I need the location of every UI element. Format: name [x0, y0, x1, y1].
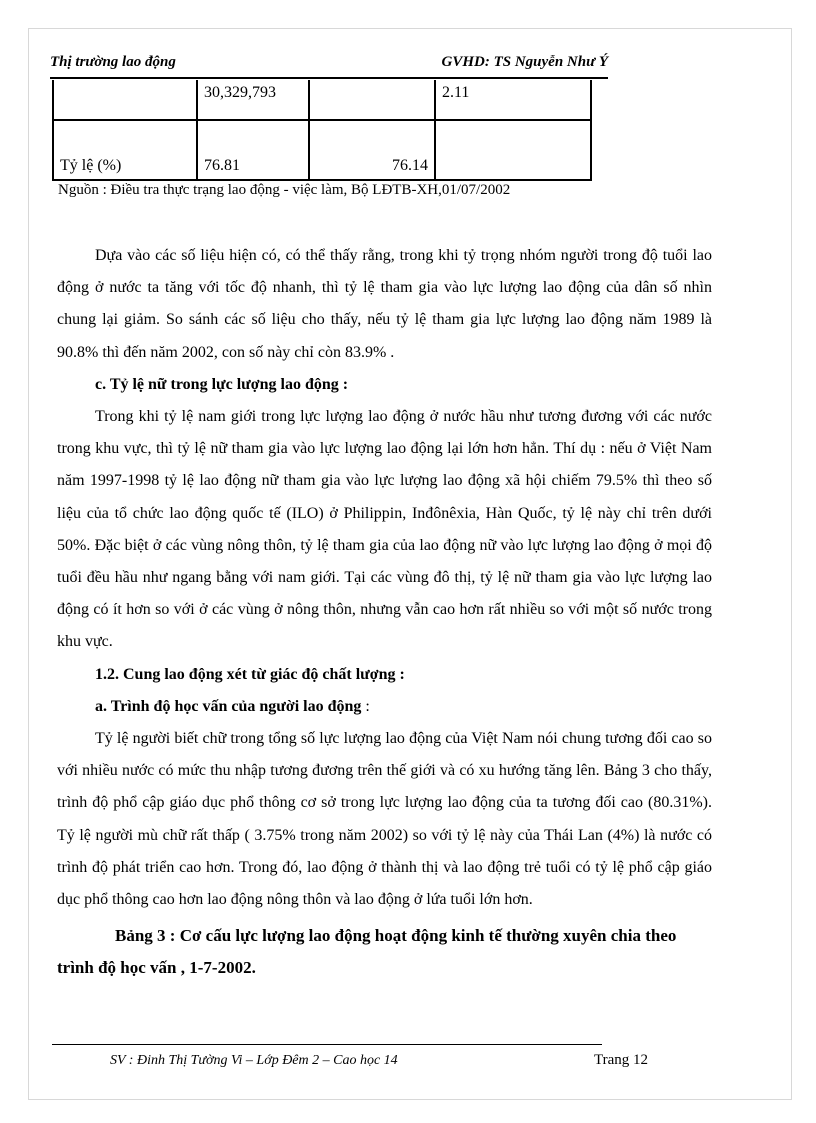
table-caption: Bảng 3 : Cơ cấu lực lượng lao động hoạt động kinh tế thường xuyên chia theo: [115, 926, 677, 946]
section-heading: c. Tỷ lệ nữ trong lực lượng lao động :: [95, 375, 349, 393]
table-caption-continued: trình độ học vấn , 1-7-2002.: [57, 958, 256, 978]
paragraph: Tỷ lệ người biết chữ trong tổng số lực lượng lao động của Việt Nam nói chung tương đối cao so với nhiều nước có mức thu nhập tương đương trên thế giới và có xu hướng tăng lên. Bảng 3 cho thấy, trình độ phổ cập giáo dục phổ thông cơ sở trong lực lượng lao động của ta tương đối cao (80.31%). Tỷ lệ người mù chữ rất thấp ( 3.75% trong năm 2002) so với tỷ lệ này của Thái Lan (4%) là nước có trình độ phát triển cao hơn. Trong đó, lao động ở thành thị và lao động trẻ tuổi có tỷ lệ phổ cập giáo dục phổ thông cao hơn lao động nông thôn và lao động ở lứa tuổi lớn hơn.: [57, 730, 712, 909]
header-title: Thị trường lao động: [50, 54, 176, 70]
paragraph: Dựa vào các số liệu hiện có, có thể thấy rằng, trong khi tỷ trọng nhóm người trong độ tuổi lao động ở nước ta tăng với tốc độ nhanh, thì tỷ lệ tham gia vào lực lượng lao động của dân số nhìn chung lại giảm. So sánh các số liệu cho thấy, nếu tỷ lệ tham gia lực lượng lao động năm 1989 là 90.8% thì đến năm 2002, con số này chỉ còn 83.9% .: [57, 247, 712, 361]
footer-rule: [52, 1044, 602, 1045]
table-cell: 76.14: [309, 120, 435, 180]
footer-author: SV : Đinh Thị Tường Vi – Lớp Đêm 2 – Cao học 14: [110, 1053, 398, 1068]
subsection-heading-suffix: :: [361, 697, 370, 715]
table-source-note: Nguồn : Điều tra thực trạng lao động - việc làm, Bộ LĐTB-XH,01/07/2002: [58, 182, 511, 198]
subsection-heading-text: a. Trình độ học vấn của người lao động: [95, 697, 362, 715]
table-cell: 30,329,793: [197, 80, 309, 120]
header-rule: [50, 77, 608, 79]
table-cell: [53, 80, 197, 120]
paragraph: Trong khi tỷ lệ nam giới trong lực lượng lao động ở nước hầu như tương đương với các nước trong khu vực, thì tỷ lệ nữ tham gia vào lực lượng lao động lại lớn hơn hẳn. Thí dụ : nếu ở Việt Nam năm 1997-1998 tỷ lệ lao động nữ tham gia vào lực lượng lao động xã hội chiếm 79.5% thì theo số liệu của tổ chức lao động quốc tế (ILO) ở Philippin, Inđônêxia, Hàn Quốc, tỷ lệ này chỉ trên dưới 50%. Đặc biệt ở các vùng nông thôn, tỷ lệ tham gia của lao động nữ vào lực lượng lao động ở mọi độ tuổi đều hầu như ngang bằng với nam giới. Tại các vùng đô thị, tỷ lệ nữ tham gia vào lực lượng lao động có ít hơn so với ở các vùng ở nông thôn, nhưng vẫn cao hơn rất nhiều so với một số nước trong khu vực.: [57, 408, 712, 651]
table-row: [53, 120, 591, 180]
data-table: [52, 80, 592, 181]
table-cell: Tỷ lệ (%): [53, 120, 197, 180]
table-cell: 2.11: [435, 80, 591, 120]
page-number: Trang 12: [594, 1052, 649, 1068]
document-body: [57, 240, 712, 985]
table-cell: [435, 120, 591, 180]
header-advisor: GVHD: TS Nguyễn Như Ý: [441, 54, 608, 70]
section-heading: 1.2. Cung lao động xét từ giác độ chất lượng :: [95, 665, 405, 683]
table-row: [53, 80, 591, 120]
subsection-heading: [57, 691, 712, 723]
page-header: [50, 52, 608, 74]
table-cell: 76.81: [197, 120, 309, 180]
table-cell: [309, 80, 435, 120]
